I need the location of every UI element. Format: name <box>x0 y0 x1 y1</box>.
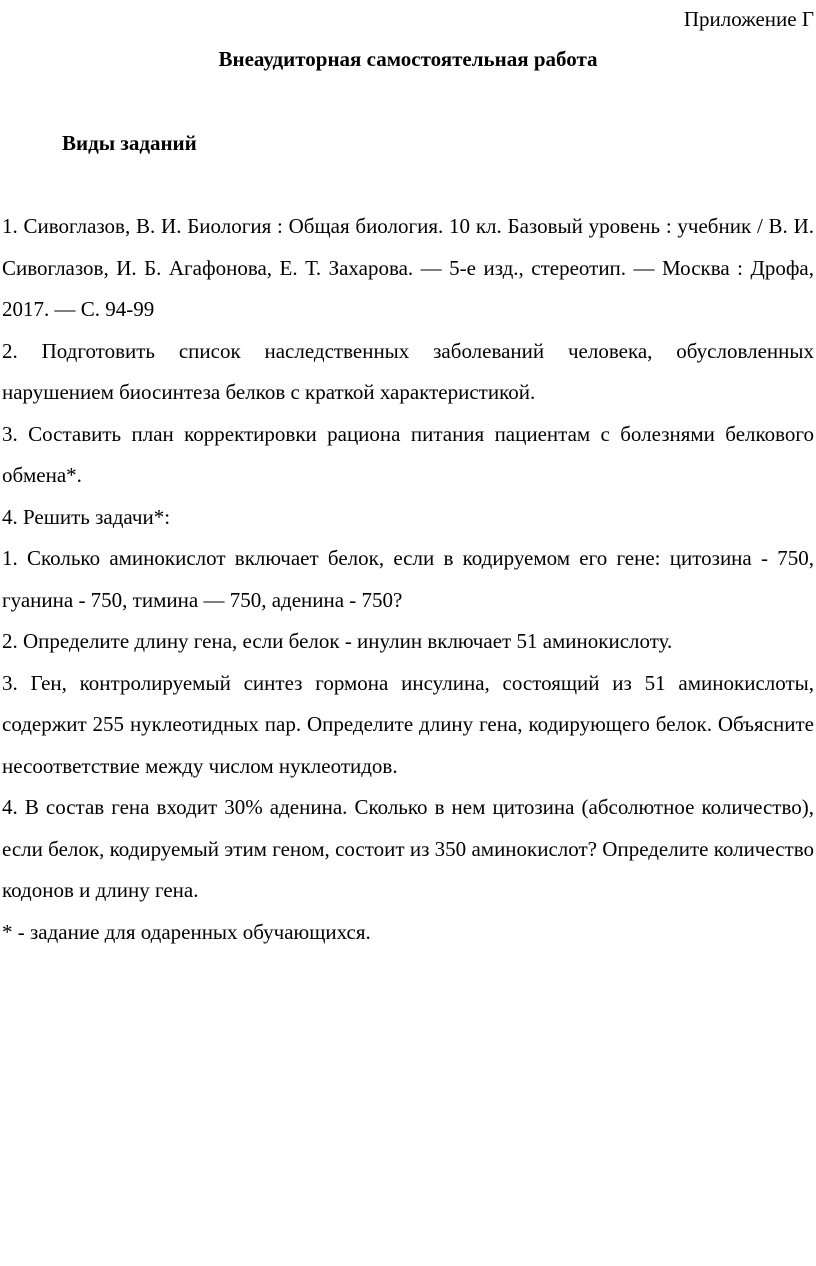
problem-1: 1. Сколько аминокислот включает белок, если в кодируемом его гене: цитозина - 750, гуанина - 750, тимина — 750, аденина - 750? <box>2 546 814 612</box>
page-title: Внеаудиторная самостоятельная работа <box>218 47 598 71</box>
section-heading: Виды заданий <box>62 131 197 155</box>
document-body <box>2 206 814 953</box>
reference-paragraph: 1. Сивоглазов, В. И. Биология : Общая биология. 10 кл. Базовый уровень : учебник / В. И. Сивоглазов, И. Б. Агафонова, Е. Т. Захарова. — 5-е изд., стереотип. — Москва : Дрофа, 2017. — С. 94-99 <box>2 214 814 321</box>
problem-3: 3. Ген, контролируемый синтез гормона инсулина, состоящий из 51 аминокислоты, содержит 255 нуклеотидных пар. Определите длину гена, кодирующего белок. Объясните несоответствие между числом нуклеотидов. <box>2 670 814 778</box>
task-paragraph-4: 4. Решить задачи*: <box>2 504 171 529</box>
problem-4: 4. В состав гена входит 30% аденина. Сколько в нем цитозина (абсолютное количество), если белок, кодируемый этим геном, состоит из 350 аминокислот? Определите количество кодонов и длину гена. <box>2 795 814 902</box>
footnote: * - задание для одаренных обучающихся. <box>2 919 371 944</box>
task-paragraph-2: 2. Подготовить список наследственных заболеваний человека, обусловленных нарушением биосинтеза белков с краткой характеристикой. <box>2 338 814 404</box>
appendix-label: Приложение Г <box>683 7 814 31</box>
task-paragraph-3: 3. Составить план корректировки рациона питания пациентам с болезнями белкового обмена*. <box>2 421 814 487</box>
problem-2: 2. Определите длину гена, если белок - инулин включает 51 аминокислоту. <box>2 629 673 653</box>
